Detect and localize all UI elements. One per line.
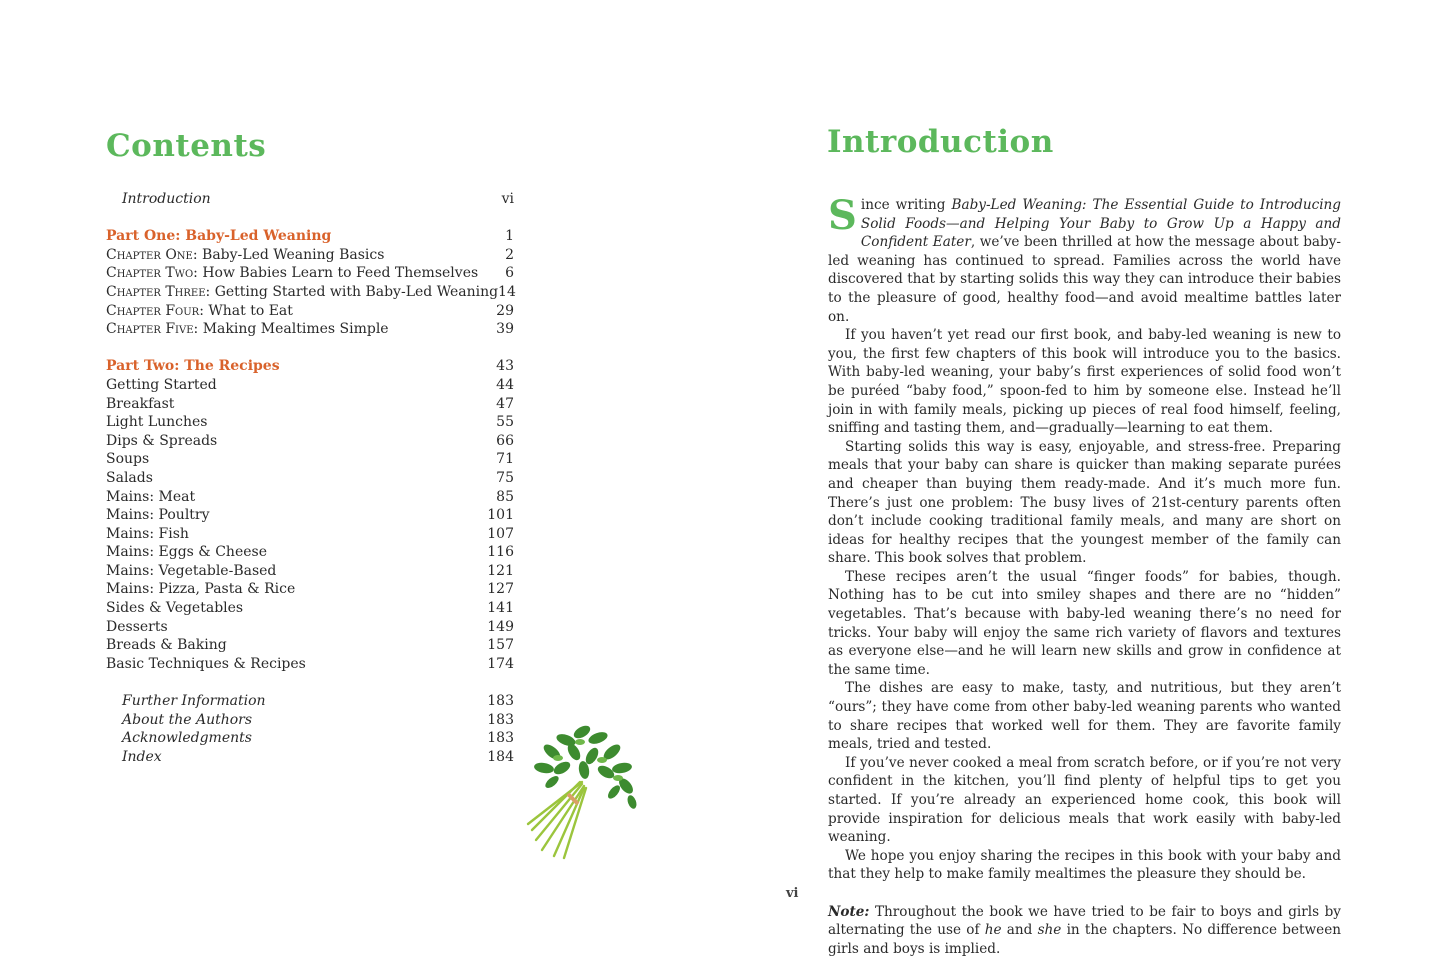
toc-page: 116 (487, 544, 514, 561)
toc-page: 14 (498, 283, 516, 300)
chapter-prefix: Chapter Two (106, 265, 194, 282)
toc-entry[interactable] (106, 190, 514, 209)
chapter-prefix: Chapter One (106, 246, 193, 263)
intro-paragraph: If you’ve never cooked a meal from scratch before, or if you’re not very confident in the kitchen, you’ll find plenty of helpful tips to get you started. If you’re already an experienced home cook, this book will provide inspiration for delicious meals that work easily with baby-led weaning. (828, 754, 1341, 846)
toc-chapter[interactable]: Chapter Four: What to Eat 29 (106, 302, 514, 319)
toc-label: Light Lunches (106, 414, 208, 431)
book-title: Baby-Led Weaning: The Essential Guide to Introducing Solid Foods—and Helping Your Baby to Grow Up a Happy and Confident Eater (860, 197, 1341, 251)
toc-label: Mains: Fish (106, 525, 189, 542)
toc-entry[interactable] (106, 395, 514, 414)
page-number: vi (786, 886, 799, 901)
toc-label: Part One: Baby-Led Weaning (106, 228, 332, 245)
toc-label: Acknowledgments (122, 730, 252, 747)
toc-entry[interactable] (106, 376, 514, 395)
toc-label: Mains: Vegetable-Based (106, 562, 277, 579)
toc-part-heading[interactable] (106, 227, 514, 246)
toc-part-heading[interactable] (106, 357, 514, 376)
toc-entry[interactable] (106, 748, 514, 767)
note-paragraph: Note: Throughout the book we have tried to be fair to boys and girls by alternating the use of he and she in the chapters. No difference between girls and boys is implied. (828, 903, 1341, 957)
intro-paragraph: The dishes are easy to make, tasty, and nutritious, but they aren’t “ours”; they have come from other baby-led weaning parents who wanted to share recipes that worked well for them. They are favorite family meals, tried and tested. (828, 680, 1341, 753)
toc-label: Baby-Led Weaning Basics (202, 246, 385, 263)
toc-label: Breakfast (106, 395, 175, 412)
introduction-title: Introduction (827, 124, 1054, 160)
chapter-prefix: Chapter Three (106, 283, 206, 300)
toc-entry[interactable] (106, 506, 514, 525)
toc-entry[interactable] (106, 618, 514, 637)
toc-page: 184 (487, 748, 514, 765)
toc-entry[interactable] (106, 525, 514, 544)
toc-label: Dips & Spreads (106, 432, 218, 449)
toc-entry[interactable] (106, 562, 514, 581)
toc-page: 107 (487, 525, 514, 542)
chapter-prefix: Chapter Four (106, 302, 200, 319)
toc-page: 66 (496, 432, 514, 449)
toc-label: Further Information (122, 693, 266, 710)
table-of-contents (106, 190, 514, 766)
toc-label: Salads (106, 469, 153, 486)
toc-page: 141 (487, 600, 514, 617)
toc-entry[interactable] (106, 543, 514, 562)
toc-chapter[interactable]: Chapter Two: How Babies Learn to Feed Themselves 6 (106, 265, 514, 282)
toc-page: 183 (487, 693, 514, 710)
toc-label: Making Mealtimes Simple (202, 321, 389, 338)
intro-paragraph: Since writing Baby-Led Weaning: The Essential Guide to Introducing Solid Foods—and Helping Your Baby to Grow Up a Happy and Confident Eater, we’ve been thrilled at how the message about baby-led weaning has continued to spread. Families across the world have discovered that by starting solids this way they can introduce their babies to the pleasure of good, healthy food—and avoid mealtime battles later on. (828, 192, 1341, 325)
toc-entry[interactable] (106, 450, 514, 469)
toc-page: 47 (496, 395, 514, 412)
toc-label: How Babies Learn to Feed Themselves (202, 265, 479, 282)
intro-paragraph: We hope you enjoy sharing the recipes in this book with your baby and that they help to make family mealtimes the pleasure they should be. (828, 847, 1341, 883)
toc-page: 6 (505, 265, 514, 282)
toc-page: 39 (496, 321, 514, 338)
toc-page: 149 (487, 618, 514, 635)
toc-chapter[interactable]: Chapter One: Baby-Led Weaning Basics 2 (106, 246, 514, 263)
toc-label: Part Two: The Recipes (106, 358, 280, 375)
toc-page: 183 (487, 711, 514, 728)
toc-label: Mains: Pizza, Pasta & Rice (106, 581, 296, 598)
contents-title: Contents (106, 128, 267, 164)
introduction-body (828, 192, 1341, 958)
toc-label: Getting Started (106, 376, 217, 393)
drop-cap: S (828, 192, 857, 239)
toc-entry[interactable] (106, 432, 514, 451)
toc-entry[interactable] (106, 636, 514, 655)
toc-label: Mains: Eggs & Cheese (106, 544, 267, 561)
toc-label: Index (122, 748, 162, 765)
toc-entry[interactable] (106, 729, 514, 748)
toc-entry[interactable] (106, 599, 514, 618)
intro-paragraph: If you haven’t yet read our first book, and baby-led weaning is new to you, the first few chapters of this book will introduce you to the basics. With baby-led weaning, your baby’s first experiences of solid food won’t be puréed “baby food,” spoon-fed to him by someone else. Instead he’ll join in with family meals, picking up pieces of real food himself, feeling, sniffing and tasting them, and—gradually—learning to eat them. (828, 327, 1341, 437)
toc-label: Introduction (122, 191, 211, 207)
toc-label: Mains: Meat (106, 488, 196, 505)
toc-page: 71 (496, 451, 514, 468)
toc-entry[interactable] (106, 692, 514, 711)
intro-paragraph: These recipes aren’t the usual “finger foods” for babies, though. Nothing has to be cut into smiley shapes and there are no “hidden” vegetables. That’s because with baby-led weaning there’s no need for tricks. Your baby will enjoy the same rich variety of flavors and textures as everyone else—and he will learn new skills and grow in confidence at the same time. (828, 568, 1341, 678)
herb-bunch-illustration (522, 712, 646, 862)
toc-label: Breads & Baking (106, 637, 227, 654)
toc-label: Basic Techniques & Recipes (106, 655, 306, 672)
toc-page: 43 (496, 358, 514, 375)
toc-entry[interactable] (106, 488, 514, 507)
toc-page: 55 (496, 414, 514, 431)
toc-chapter[interactable]: Chapter Five: Making Mealtimes Simple 39 (106, 321, 514, 338)
toc-entry[interactable] (106, 580, 514, 599)
chapter-prefix: Chapter Five (106, 321, 194, 338)
toc-label: What to Eat (208, 302, 293, 319)
intro-paragraph: Starting solids this way is easy, enjoyable, and stress-free. Preparing meals that your baby can share is quicker than making separate purées and cheaper than buying them ready-made. And it’s much more fun. There’s just one problem: The busy lives of 21st-century parents often don’t include cooking traditional family meals, and many are short on ideas for healthy recipes that the youngest member of the family can share. This book solves that problem. (828, 438, 1341, 567)
toc-chapter[interactable]: Chapter Three: Getting Started with Baby-Led Weaning 14 (106, 283, 516, 300)
toc-page: vi (501, 191, 514, 207)
toc-page: 2 (505, 246, 514, 263)
toc-entry[interactable] (106, 655, 514, 674)
toc-page: 1 (505, 228, 514, 245)
toc-page: 75 (496, 469, 514, 486)
toc-label: Desserts (106, 618, 168, 635)
toc-page: 85 (496, 488, 514, 505)
toc-entry[interactable] (106, 413, 514, 432)
toc-label: Getting Started with Baby-Led Weaning (214, 283, 499, 300)
toc-page: 44 (496, 376, 514, 393)
toc-label: About the Authors (122, 711, 253, 728)
toc-page: 157 (487, 637, 514, 654)
toc-page: 101 (487, 507, 514, 524)
toc-page: 183 (487, 730, 514, 747)
toc-label: Soups (106, 451, 150, 468)
toc-label: Mains: Poultry (106, 507, 210, 524)
toc-page: 127 (487, 581, 514, 598)
toc-entry[interactable] (106, 469, 514, 488)
toc-label: Sides & Vegetables (106, 600, 244, 617)
toc-entry[interactable] (106, 711, 514, 730)
toc-page: 174 (487, 655, 514, 672)
note-label: Note: (828, 903, 870, 920)
toc-page: 29 (496, 302, 514, 319)
toc-page: 121 (487, 562, 514, 579)
